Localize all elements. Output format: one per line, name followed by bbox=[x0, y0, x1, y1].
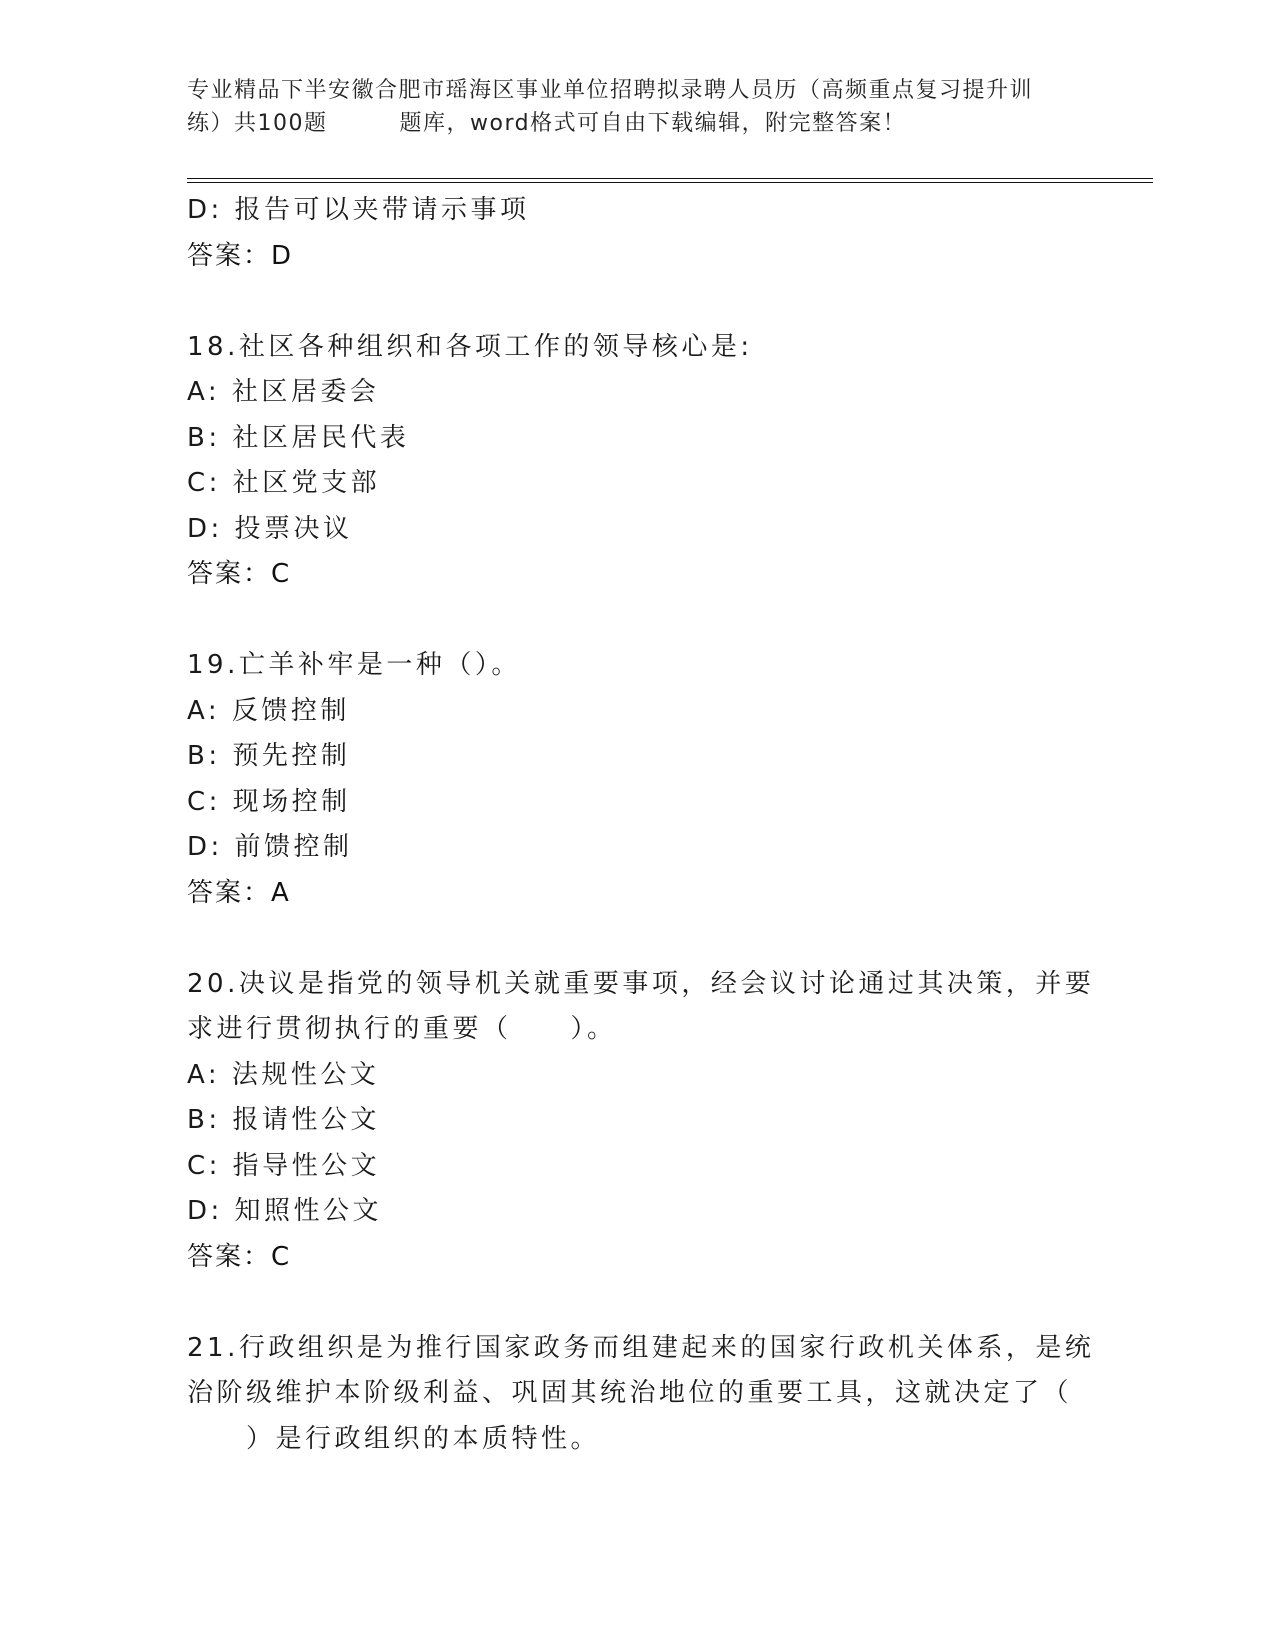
header-rule-bottom bbox=[187, 182, 1153, 183]
page-header bbox=[187, 74, 1087, 140]
question-stem-line-2: 求进行贯彻执行的重要（ ）。 bbox=[187, 1014, 617, 1044]
question-list bbox=[187, 188, 1095, 1462]
option-b: B: 报请性公文 bbox=[187, 1105, 380, 1135]
question-20 bbox=[187, 962, 1095, 1281]
header-line-1: 专业精品下半安徽合肥市瑶海区事业单位招聘拟录聘人员历（高频重点复习提升训 bbox=[187, 78, 1034, 103]
option-b: B: 预先控制 bbox=[187, 741, 351, 771]
header-line-2-a: 练）共100题 bbox=[187, 111, 328, 136]
option-c: C: 现场控制 bbox=[187, 786, 351, 817]
header-line-2-b: 题库，word格式可自由下载编辑，附完整答案！ bbox=[399, 111, 907, 136]
question-gap bbox=[187, 279, 1087, 325]
question-17-tail bbox=[187, 188, 1087, 279]
option-a: A: 法规性公文 bbox=[187, 1059, 380, 1090]
question-gap bbox=[187, 916, 1087, 962]
question-gap bbox=[187, 598, 1087, 644]
option-a: A: 反馈控制 bbox=[187, 695, 350, 726]
option-d: D: 知照性公文 bbox=[187, 1196, 383, 1226]
question-18 bbox=[187, 325, 1087, 598]
question-stem-line-2: 治阶级维护本阶级利益、巩固其统治地位的重要工具，这就决定了（ bbox=[187, 1378, 1073, 1408]
question-gap bbox=[187, 1280, 1087, 1326]
option-c: C: 指导性公文 bbox=[187, 1150, 381, 1181]
question-stem-line-1: 20.决议是指党的领导机关就重要事项，经会议讨论通过其决策，并要 bbox=[187, 968, 1095, 999]
question-stem-line-1: 21.行政组织是为推行国家政务而组建起来的国家行政机关体系，是统 bbox=[187, 1332, 1095, 1363]
answer: 答案：D bbox=[187, 240, 294, 271]
question-stem: 19.亡羊补牢是一种（）。 bbox=[187, 650, 521, 680]
answer: 答案：C bbox=[187, 1241, 292, 1272]
option-a: A: 社区居委会 bbox=[187, 377, 380, 407]
option-c: C: 社区党支部 bbox=[187, 468, 381, 498]
question-stem: 18.社区各种组织和各项工作的领导核心是: bbox=[187, 331, 753, 362]
header-line-2 bbox=[187, 107, 1087, 140]
question-stem-line-3: ）是行政组织的本质特性。 bbox=[187, 1423, 601, 1454]
option-d: D: 前馈控制 bbox=[187, 832, 353, 862]
header-rule-top bbox=[187, 178, 1153, 179]
option-b: B: 社区居民代表 bbox=[187, 422, 410, 453]
question-21 bbox=[187, 1326, 1095, 1463]
answer: 答案：C bbox=[187, 559, 292, 589]
option-d: D: 投票决议 bbox=[187, 513, 353, 544]
answer: 答案：A bbox=[187, 877, 291, 908]
option-d: D: 报告可以夹带请示事项 bbox=[187, 195, 530, 225]
question-19 bbox=[187, 643, 1087, 916]
